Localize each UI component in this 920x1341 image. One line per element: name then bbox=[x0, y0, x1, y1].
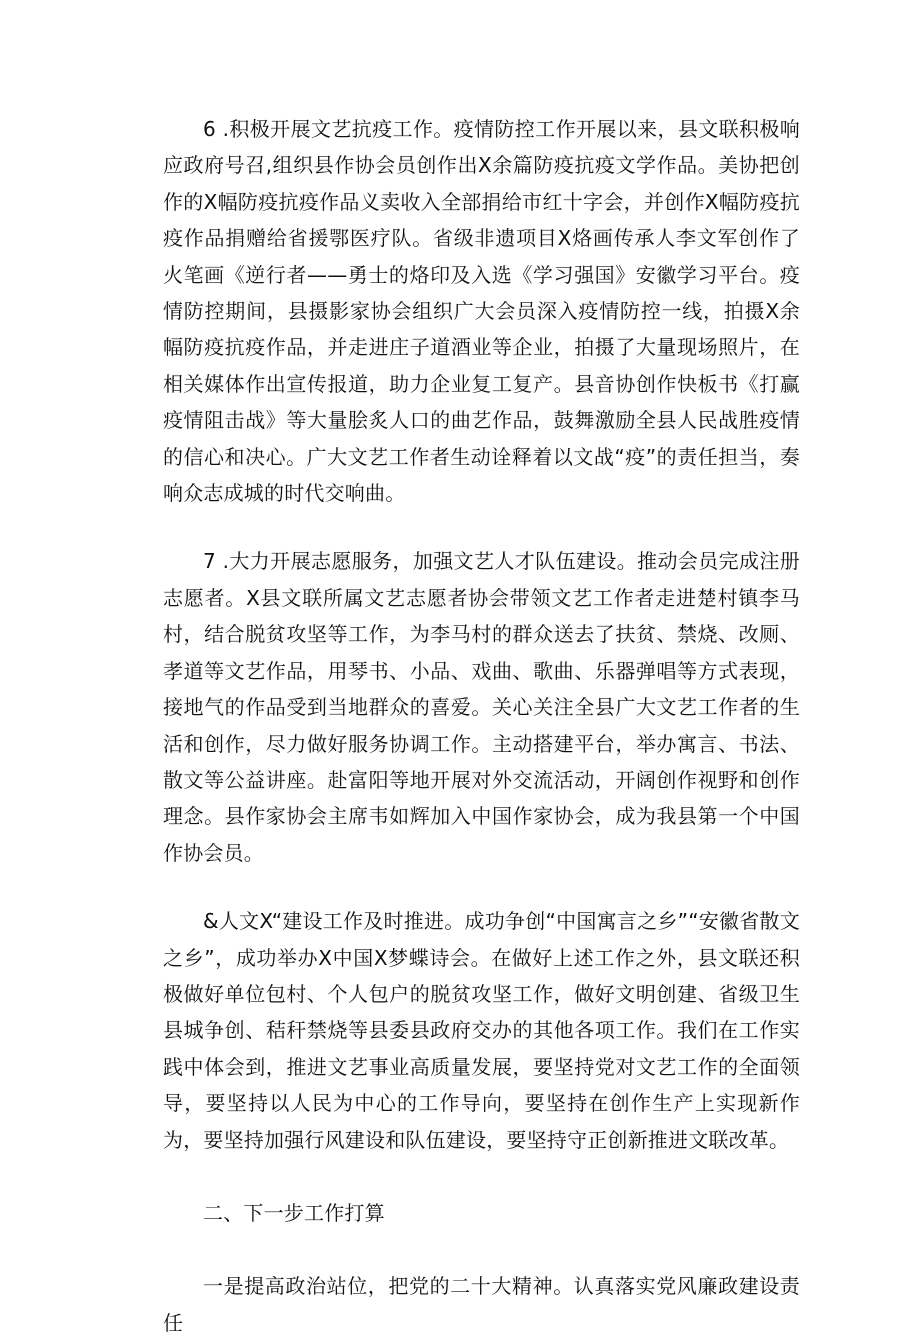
paragraph-7-volunteer-service: 7 .大力开展志愿服务，加强文艺人才队伍建设。推动会员完成注册志愿者。X县文联所属文艺志愿者协会带领文艺工作者走进楚村镇李马村，结合脱贫攻坚等工作，为李马村的群众送去了扶贫、禁烧、改厕、孝道等文艺作品，用琴书、小品、戏曲、歌曲、乐器弹唱等方式表现，接地气的作品受到当地群众的喜爱。关心关注全县广大文艺工作者的生活和创作，尽力做好服务协调工作。主动搭建平台，举办寓言、书法、散文等公益讲座。赴富阳等地开展对外交流活动，开阔创作视野和创作理念。县作家协会主席韦如辉加入中国作家协会，成为我县第一个中国作协会员。 bbox=[163, 549, 800, 865]
paragraph-6-arts-anti-epidemic: 6 .积极开展文艺抗疫工作。疫情防控工作开展以来，县文联积极响应政府号召,组织县作协会员创作出X余篇防疫抗疫文学作品。美协把创作的X幅防疫抗疫作品义卖收入全部捐给市红十字会，并创作X幅防疫抗疫作品捐赠给省援鄂医疗队。省级非遗项目X烙画传承人李文军创作了火笔画《逆行者——勇士的烙印及入选《学习强国》安徽学习平台。疫情防控期间，县摄影家协会组织广大会员深入疫情防控一线，拍摄X余幅防疫抗疫作品，并走进庄子道酒业等企业，拍摄了大量现场照片，在相关媒体作出宣传报道，助力企业复工复产。县音协创作快板书《打赢疫情阻击战》等大量脍炙人口的曲艺作品，鼓舞激励全县人民战胜疫情的信心和决心。广大文艺工作者生动诠释着以文战“疫”的责任担当，奏响众志成城的时代交响曲。 bbox=[163, 117, 800, 506]
section-heading-next-steps: 二、下一步工作打算 bbox=[203, 1200, 385, 1225]
paragraph-political-standing: 一是提高政治站位，把党的二十大精神。认真落实党风廉政建设责任 bbox=[163, 1274, 800, 1335]
paragraph-8-humanities-construction: &人文X“建设工作及时推进。成功争创“中国寓言之乡”“安徽省散文之乡”，成功举办X中国X梦蝶诗会。在做好上述工作之外，县文联还积极做好单位包村、个人包户的脱贫攻坚工作，做好文明创建、省级卫生县城争创、秸秆禁烧等县委县政府交办的其他各项工作。我们在工作实践中体会到，推进文艺事业高质量发展，要坚持党对文艺工作的全面领导，要坚持以人民为中心的工作导向，要坚持在创作生产上实现新作为，要坚持加强行风建设和队伍建设，要坚持守正创新推进文联改革。 bbox=[163, 909, 800, 1152]
